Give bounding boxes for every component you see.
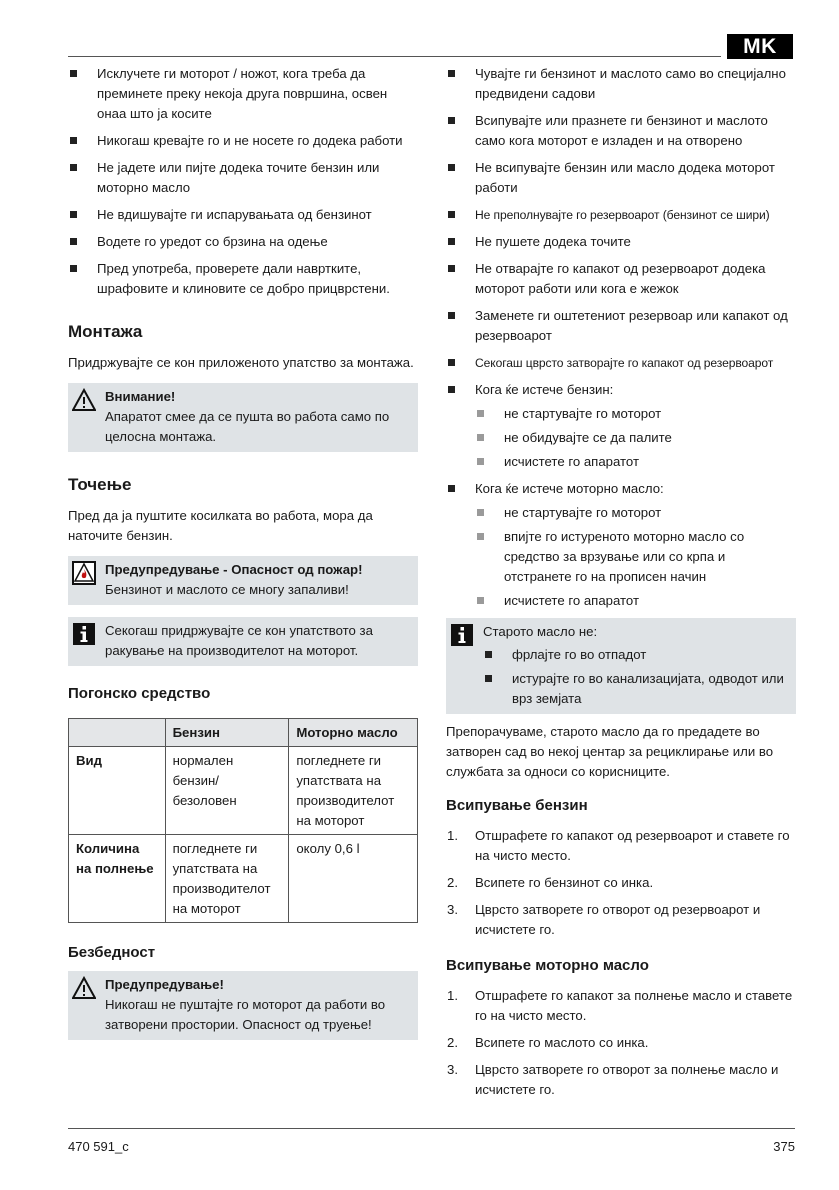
section-title-fill-oil: Всипување моторно масло	[446, 957, 649, 974]
fill-oil-steps	[446, 986, 796, 1100]
poison-warning-text: Никогаш не пуштајте го моторот да работи во затворени простории. Опасност од труење!	[105, 997, 386, 1032]
list-item: Не всипувајте бензин или масло додека моторот работи	[446, 158, 796, 198]
list-item: Никогаш кревајте го и не носете го додека работи	[68, 131, 418, 151]
safety-list-left	[68, 64, 418, 299]
step-item	[446, 873, 796, 893]
step-number: 1.	[447, 828, 458, 843]
section-title-fill-petrol: Всипување бензин	[446, 797, 588, 814]
table-cell: околу 0,6 l	[289, 835, 418, 923]
step-text: Отшрафете го капакот од резервоарот и ставете го на чисто место.	[475, 828, 790, 863]
table-row-label: Количина на полнење	[69, 835, 166, 923]
sub-list-item: впијте го истуреното моторно масло со средство за врзување или со крпа и отстранете го на прописен начин	[475, 527, 796, 587]
footer-rule	[68, 1128, 795, 1129]
warning-triangle-icon	[72, 388, 96, 412]
list-item: Пред употреба, проверете дали навртките, шрафовите и клиновите се добро прицврстени.	[68, 259, 418, 299]
list-item: Секогаш цврсто затворајте го капакот од резервоарот	[446, 353, 796, 373]
oil-empty-lead: Кога ќе истече моторно масло:	[475, 481, 664, 496]
sub-list-item: исчистете го апаратот	[475, 591, 796, 611]
fire-warning-text: Бензинот и маслото се многу запаливи!	[105, 582, 349, 597]
safety-list-right	[446, 64, 796, 611]
table-header-row	[69, 719, 418, 747]
table-cell: погледнете ги упатствата на производителот на моторот	[165, 835, 289, 923]
warning-triangle-icon	[72, 976, 96, 1000]
old-oil-info-box	[446, 618, 796, 714]
step-item	[446, 900, 796, 940]
step-text: Цврсто затворете го отворот од резервоарот и исчистете го.	[475, 902, 761, 937]
step-number: 3.	[447, 1062, 458, 1077]
attention-text: Апаратот смее да се пушта во работа само по целосна монтажа.	[105, 409, 390, 444]
info-text: Секогаш придржувајте се кон упатството за ракување на производителот на моторот.	[105, 623, 373, 658]
poison-warning-title: Предупредување!	[105, 977, 224, 992]
poison-warning-box	[68, 971, 418, 1040]
info-icon	[72, 622, 96, 646]
list-item: Не јадете или пијте додека точите бензин или моторно масло	[68, 158, 418, 198]
left-column	[68, 64, 418, 1052]
step-number: 2.	[447, 1035, 458, 1050]
recommendation-text: Препорачуваме, старото масло да го предадете во затворен сад во некој центар за рециклирање или во службата за односи со корисниците.	[446, 724, 774, 779]
list-item: Всипувајте или празнете ги бензинот и маслото само кога моторот е изладен и на отворено	[446, 111, 796, 151]
step-item	[446, 1033, 796, 1053]
step-item	[446, 826, 796, 866]
step-text: Цврсто затворете го отворот за полнење масло и исчистете го.	[475, 1062, 779, 1097]
step-number: 2.	[447, 875, 458, 890]
sub-list-item: не обидувајте се да палите	[475, 428, 796, 448]
info-box	[68, 617, 418, 666]
step-item	[446, 1060, 796, 1100]
header-rule	[68, 56, 721, 57]
info-icon	[450, 623, 474, 647]
step-number: 3.	[447, 902, 458, 917]
table-row-label: Вид	[69, 747, 166, 835]
step-text: Всипете го маслото со инка.	[475, 1035, 649, 1050]
table-header-cell: Бензин	[165, 719, 289, 747]
sub-list-item: исчистете го апаратот	[475, 452, 796, 472]
attention-box	[68, 383, 418, 452]
oil-empty-sublist	[475, 503, 796, 611]
table-row	[69, 835, 418, 923]
right-column	[446, 64, 796, 1107]
list-item: фрлајте го во отпадот	[483, 645, 788, 665]
sub-list-item: не стартувајте го моторот	[475, 503, 796, 523]
fill-petrol-steps	[446, 826, 796, 940]
list-item: Не отварајте го капакот од резервоарот додека моторот работи или кога е жежок	[446, 259, 796, 299]
list-item: Не пушете додека точите	[446, 232, 796, 252]
section-title-safety: Безбедност	[68, 944, 156, 961]
table-row	[69, 747, 418, 835]
section-title-refuel: Точење	[68, 475, 132, 494]
step-text: Отшрафете го капакот за полнење масло и ставете го на чисто место.	[475, 988, 793, 1023]
attention-title: Внимание!	[105, 389, 176, 404]
table-header-cell	[69, 719, 166, 747]
refuel-text: Пред да ја пуштите косилката во работа, мора да наточите бензин.	[68, 508, 373, 543]
table-cell: погледнете ги упатствата на производителот на моторот	[289, 747, 418, 835]
step-item	[446, 986, 796, 1026]
table-header-cell: Моторно масло	[289, 719, 418, 747]
list-item: Водете го уредот со брзина на одење	[68, 232, 418, 252]
step-number: 1.	[447, 988, 458, 1003]
list-item: Не вдишувајте ги испарувањата од бензинот	[68, 205, 418, 225]
list-item: Заменете ги оштетениот резервоар или капакот од резервоарот	[446, 306, 796, 346]
list-item	[446, 479, 796, 611]
petrol-empty-lead: Кога ќе истече бензин:	[475, 382, 614, 397]
assembly-text: Придржувајте се кон приложеното упатство за монтажа.	[68, 355, 414, 370]
document-id: 470 591_c	[68, 1139, 129, 1154]
list-item	[446, 380, 796, 472]
list-item: Не преполнувајте го резервоарот (бензинот се шири)	[446, 205, 796, 225]
list-item: Чувајте ги бензинот и маслото само во специјално предвидени садови	[446, 64, 796, 104]
old-oil-lead: Старото масло не:	[483, 624, 598, 639]
step-text: Всипете го бензинот со инка.	[475, 875, 654, 890]
page-number: 375	[773, 1139, 795, 1154]
list-item: Исклучете ги моторот / ножот, кога треба да преминете преку некоја друга површина, освен онаа што ја косите	[68, 64, 418, 124]
fire-warning-box	[68, 556, 418, 605]
old-oil-list	[483, 645, 788, 709]
section-title-fuel: Погонско средство	[68, 685, 211, 702]
fuel-table	[68, 718, 418, 923]
sub-list-item: не стартувајте го моторот	[475, 404, 796, 424]
list-item: истурајте го во канализацијата, одводот или врз земјата	[483, 669, 788, 709]
language-tab: MK	[727, 34, 793, 59]
table-cell: нормален бензин/ безоловен	[165, 747, 289, 835]
section-title-assembly: Монтажа	[68, 322, 143, 341]
fire-hazard-icon	[72, 561, 96, 585]
fire-warning-title: Предупредување - Опасност од пожар!	[105, 562, 363, 577]
petrol-empty-sublist	[475, 404, 796, 472]
